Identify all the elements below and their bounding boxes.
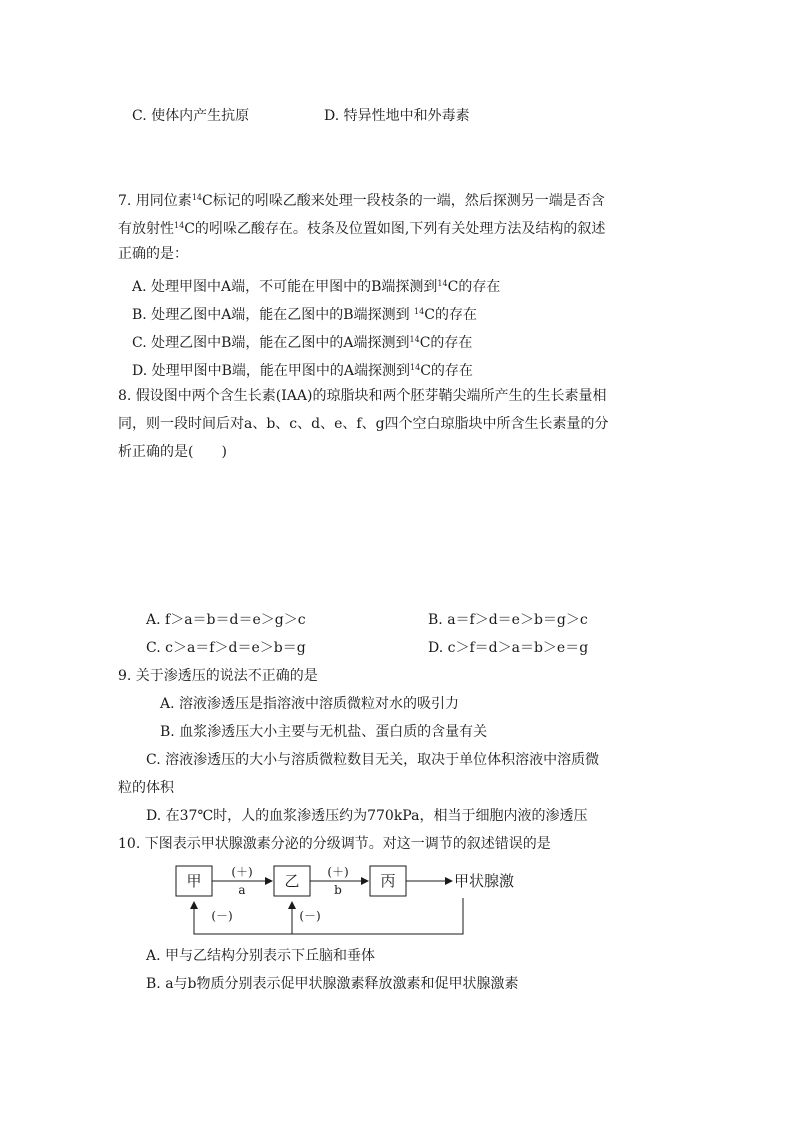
- q7-option-a-iso: 14: [437, 279, 448, 288]
- q7-option-a-tail: C的存在: [447, 279, 501, 295]
- q7-option-d-iso: 14: [410, 363, 421, 372]
- q9-option-c-line2: 粒的体积: [118, 780, 174, 796]
- plus-label-2: (＋): [327, 865, 349, 879]
- feedback-line: [194, 898, 463, 934]
- q6-option-d: D. 特异性地中和外毒素: [324, 108, 470, 124]
- q7-stem-line1-b: C标记的吲哚乙酸来处理一段枝条的一端，然后探测另一端是否含: [202, 193, 605, 209]
- box-yi-label: 乙: [284, 872, 300, 890]
- q8-stem-line1: 8. 假设图中两个含生长素(IAA)的琼脂块和两个胚芽鞘尖端所产生的生长素量相: [118, 388, 607, 404]
- thyroid-regulation-diagram: [170, 862, 530, 940]
- box-jia-label: 甲: [186, 872, 202, 890]
- q10-stem: 10. 下图表示甲状腺激素分泌的分级调节。对这一调节的叙述错误的是: [118, 836, 551, 852]
- q10-option-a: A. 甲与乙结构分别表示下丘脑和垂体: [146, 948, 376, 964]
- q10-option-b: B. a与b物质分别表示促甲状腺激素释放激素和促甲状腺激素: [146, 976, 519, 992]
- q8-option-a: A. f＞a＝b＝d＝e＞g＞c: [146, 612, 306, 628]
- q7-option-d-tail: C的存在: [420, 363, 473, 379]
- q7-option-a: [132, 274, 500, 297]
- q8-option-b: B. a＝f＞d＝e＞b＝g＞c: [428, 612, 588, 628]
- output-label: 甲状腺激: [454, 872, 515, 890]
- q7-stem-line1: [118, 188, 605, 211]
- q7-iso-2: 14: [174, 221, 185, 230]
- q7-stem-line2-a: 有放射性: [118, 221, 174, 237]
- label-b: b: [334, 883, 342, 897]
- q7-option-c: [132, 330, 472, 353]
- q7-option-c-text: C. 处理乙图中B端，能在乙图中的A端探测到: [132, 335, 410, 351]
- q7-option-b-iso: 14: [414, 307, 425, 316]
- q7-option-d-text: D. 处理甲图中B端，能在甲图中的A端探测到: [132, 363, 411, 379]
- q7-iso-1: 14: [191, 193, 202, 202]
- q9-option-a: A. 溶液渗透压是指溶液中溶质微粒对水的吸引力: [160, 696, 460, 712]
- q7-option-c-tail: C的存在: [419, 335, 473, 351]
- q7-option-a-text: A. 处理甲图中A端，不可能在甲图中的B端探测到: [132, 279, 438, 295]
- minus-label-1: (－): [211, 909, 233, 923]
- q9-stem: 9. 关于渗透压的说法不正确的是: [118, 668, 318, 684]
- q8-option-d: D. c＞f＝d＞a＝b＞e＝g: [428, 640, 589, 656]
- q9-option-c-line1: C. 溶液渗透压的大小与溶质微粒数目无关，取决于单位体积溶液中溶质微: [146, 752, 600, 768]
- q7-stem-line3: 正确的是：: [118, 246, 188, 262]
- label-a: a: [238, 883, 246, 897]
- q8-stem-line3: 析正确的是( ): [118, 444, 227, 460]
- box-bing-label: 丙: [380, 872, 396, 890]
- plus-label-1: (＋): [231, 865, 253, 879]
- q8-option-c: C. c＞a＝f＞d＝e＞b＝g: [146, 640, 306, 656]
- q7-stem-line2-b: C的吲哚乙酸存在。枝条及位置如图,下列有关处理方法及结构的叙述: [184, 221, 606, 237]
- q7-stem-line2: [118, 216, 605, 239]
- q9-option-d: D. 在37℃时，人的血浆渗透压约为770kPa，相当于细胞内液的渗透压: [146, 808, 588, 824]
- minus-label-2: (－): [299, 909, 321, 923]
- q7-option-d: [132, 358, 473, 381]
- q7-option-b-tail: C的存在: [424, 307, 477, 323]
- q7-option-b-text: B. 处理乙图中A端，能在乙图中的B端探测到: [132, 307, 415, 323]
- q7-stem-line1-a: 7. 用同位素: [118, 193, 192, 209]
- q8-stem-line2: 同，则一段时间后对a、b、c、d、e、f、g四个空白琼脂块中所含生长素量的分: [118, 416, 609, 432]
- q7-option-c-iso: 14: [409, 335, 420, 344]
- q7-option-b: [132, 302, 477, 325]
- q6-option-c: C. 使体内产生抗原: [132, 108, 250, 124]
- q9-option-b: B. 血浆渗透压大小主要与无机盐、蛋白质的含量有关: [160, 724, 488, 740]
